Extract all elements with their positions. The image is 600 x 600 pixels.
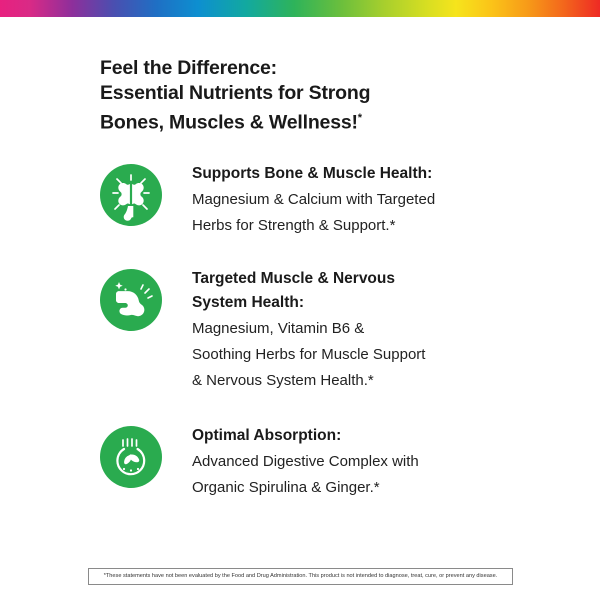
benefit-text-block bbox=[192, 160, 435, 239]
list-item bbox=[100, 160, 540, 239]
benefit-title-line-1: Targeted Muscle & Nervous bbox=[192, 270, 395, 287]
flexed-bicep-muscle-icon bbox=[100, 269, 162, 331]
benefit-body-line: Magnesium, Vitamin B6 & bbox=[192, 320, 365, 337]
benefit-body bbox=[192, 449, 419, 501]
benefit-title-line-2: System Health: bbox=[192, 294, 304, 311]
benefit-body bbox=[192, 187, 435, 239]
benefit-body-line: Advanced Digestive Complex with bbox=[192, 453, 419, 470]
benefit-body-line: Soothing Herbs for Muscle Support bbox=[192, 346, 426, 363]
fda-disclaimer: *These statements have not been evaluated by the Food and Drug Administration. This product is not intended to diagnose, treat, cure, or prevent any disease. bbox=[88, 568, 513, 585]
benefit-body bbox=[192, 316, 425, 394]
list-item bbox=[100, 422, 540, 501]
benefit-title: Supports Bone & Muscle Health: bbox=[192, 165, 433, 182]
rainbow-gradient-bar bbox=[0, 0, 600, 17]
headline-line-2: Essential Nutrients for Strong bbox=[100, 82, 371, 104]
headline-asterisk: * bbox=[357, 112, 362, 124]
bone-joint-strength-icon bbox=[100, 164, 162, 226]
benefit-body-line: & Nervous System Health.* bbox=[192, 372, 374, 389]
benefit-body-line: Magnesium & Calcium with Targeted bbox=[192, 191, 436, 208]
headline-line-3 bbox=[100, 106, 530, 136]
page-title bbox=[100, 56, 530, 136]
bar-divider-line bbox=[0, 17, 600, 19]
benefit-text-block bbox=[192, 265, 425, 394]
headline-line-1: Feel the Difference: bbox=[100, 57, 277, 79]
benefit-body-line: Organic Spirulina & Ginger.* bbox=[192, 479, 380, 496]
headline-line-3-text: Bones, Muscles & Wellness! bbox=[100, 111, 358, 134]
benefit-list bbox=[100, 160, 540, 501]
benefit-title: Optimal Absorption: bbox=[192, 427, 342, 444]
stomach-digestion-leaf-icon bbox=[100, 426, 162, 488]
benefit-title bbox=[192, 267, 425, 315]
benefit-body-line: Herbs for Strength & Support.* bbox=[192, 217, 396, 234]
list-item bbox=[100, 265, 540, 394]
benefit-text-block bbox=[192, 422, 419, 501]
